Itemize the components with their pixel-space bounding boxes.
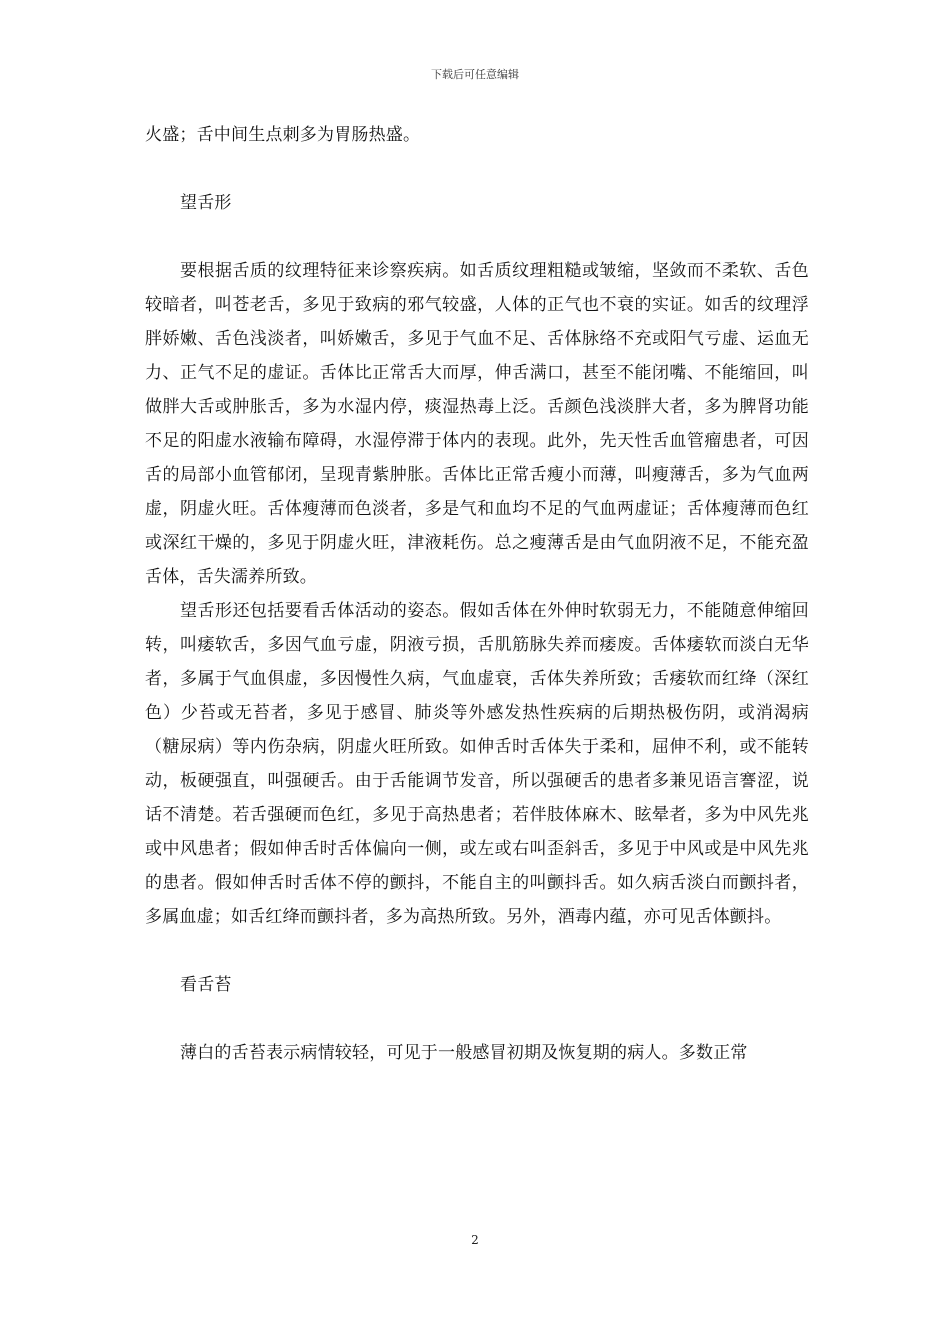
spacer [145, 220, 809, 254]
paragraph-tongue-texture: 要根据舌质的纹理特征来诊察疾病。如舌质纹理粗糙或皱缩，坚敛而不柔软、舌色较暗者，叫苍老舌，多见于致病的邪气较盛，人体的正气也不衰的实证。如舌的纹理浮胖娇嫩、舌色浅淡者，叫娇嫩舌，多见于气血不足、舌体脉络不充或阳气亏虚、运血无力、正气不足的虚证。舌体比正常舌大而厚，伸舌满口，甚至不能闭嘴、不能缩回，叫做胖大舌或肿胀舌，多为水湿内停，痰湿热毒上泛。舌颜色浅淡胖大者，多为脾肾功能不足的阳虚水液输布障碍，水湿停滞于体内的表现。此外，先天性舌血管瘤患者，可因舌的局部小血管郁闭，呈现青紫肿胀。舌体比正常舌瘦小而薄，叫瘦薄舌，多为气血两虚，阴虚火旺。舌体瘦薄而色淡者，多是气和血均不足的气血两虚证；舌体瘦薄而色红或深红干燥的，多见于阴虚火旺，津液耗伤。总之瘦薄舌是由气血阴液不足，不能充盈舌体，舌失濡养所致。 [145, 261, 809, 587]
section-heading-tongue-coating: 看舌苔 [180, 975, 232, 995]
page-header-note: 下载后可任意编辑 [431, 68, 519, 81]
spacer [145, 1002, 809, 1036]
spacer [145, 152, 809, 186]
spacer [145, 934, 809, 968]
paragraph-continued: 火盛；舌中间生点刺多为胃肠热盛。 [145, 125, 421, 145]
page-number: 2 [471, 1233, 479, 1247]
paragraph-tongue-motion: 望舌形还包括要看舌体活动的姿态。假如舌体在外伸时软弱无力，不能随意伸缩回转，叫痿软舌，多因气血亏虚，阴液亏损，舌肌筋脉失养而痿废。舌体痿软而淡白无华者，多属于气血俱虚，多因慢性久病，气血虚衰，舌体失养所致；舌痿软而红绛（深红色）少苔或无苔者，多见于感冒、肺炎等外感发热性疾病的后期热极伤阴，或消渴病（糖尿病）等内伤杂病，阴虚火旺所致。如伸舌时舌体失于柔和，屈伸不利，或不能转动，板硬强直，叫强硬舌。由于舌能调节发音，所以强硬舌的患者多兼见语言謇涩，说话不清楚。若舌强硬而色红，多见于高热患者；若伴肢体麻木、眩晕者，多为中风先兆或中风患者；假如伸舌时舌体偏向一侧，或左或右叫歪斜舌，多见于中风或是中风先兆的患者。假如伸舌时舌体不停的颤抖，不能自主的叫颤抖舌。如久病舌淡白而颤抖者，多属血虚；如舌红绛而颤抖者，多为高热所致。另外，酒毒内蕴，亦可见舌体颤抖。 [145, 601, 809, 927]
document-body [145, 118, 809, 1070]
section-heading-tongue-shape: 望舌形 [180, 193, 232, 213]
paragraph-tongue-coating: 薄白的舌苔表示病情较轻，可见于一般感冒初期及恢复期的病人。多数正常 [180, 1043, 748, 1063]
